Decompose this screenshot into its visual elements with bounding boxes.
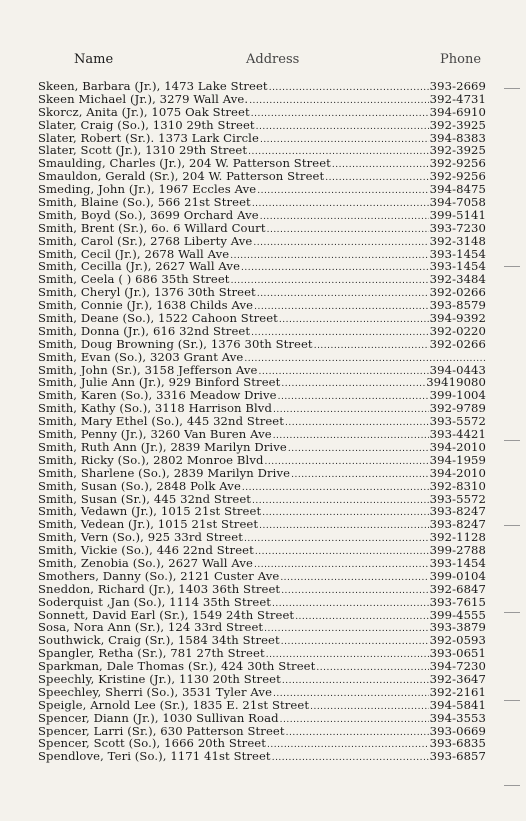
entry-name-address: Smith, Connie (Jr.), 1638 Childs Ave [38,299,254,313]
entry-phone: 394-8383 [429,131,486,145]
leader-dots [258,366,428,377]
margin-mark [504,525,520,526]
entry-phone: 399-5141 [429,208,486,222]
leader-dots [252,198,429,209]
leader-dots [262,507,428,518]
entry-name-address: Spencer, Scott (So.), 1666 20th Street [38,737,267,751]
directory-entry [38,196,486,209]
entry-name-address: Spangler, Retha (Sr.), 781 27th Street [38,647,265,661]
entry-phone: 394-9392 [429,312,486,325]
entry-phone: 392-6847 [429,582,486,596]
entry-phone: 392-1128 [429,531,486,545]
directory-entry [38,621,486,634]
leader-dots [314,340,429,351]
column-headers [0,52,526,70]
entry-phone: 399-4555 [429,608,486,622]
entry-phone: 392-4731 [429,92,486,106]
entry-phone: 394-7058 [429,196,486,209]
entry-name-address: Speechly, Kristine (Jr.), 1130 20th Street [38,672,281,686]
directory-entry [38,312,486,325]
entry-name-address: Speigle, Arnold Lee (Sr.), 1835 E. 21st Street [38,698,310,712]
entry-phone: 399-0104 [429,569,486,583]
address-column-header: Address [246,52,300,67]
directory-entry [38,325,486,338]
entry-name-address: Smith, Ricky (So.), 2802 Monroe Blvd [38,453,264,467]
entry-name-address: Smith, Susan (So.), 2848 Polk Ave [38,479,241,493]
directory-entry [38,454,486,467]
entry-name-address: Smith, Julie Ann (Jr.), 929 Binford Street [38,376,281,390]
leader-dots [272,598,429,609]
entry-name-address: Skeen, Barbara (Jr.), 1473 Lake Street [38,80,268,93]
leader-dots [231,275,429,286]
leader-dots [325,172,428,183]
directory-entry [38,737,486,750]
leader-dots [285,417,429,428]
directory-entry [38,299,486,312]
entry-name-address: Skorcz, Anita (Jr.), 1075 Oak Street [38,105,250,119]
leader-dots [260,211,429,222]
entry-phone: 394-2010 [429,440,486,454]
directory-entry [38,634,486,647]
directory-entry [38,209,486,222]
entry-name-address: Smith, Vickie (So.), 446 22nd Street [38,544,254,557]
directory-entry [38,557,486,570]
directory-entry [38,376,486,389]
entry-name-address: Smith, Cecil (Jr.), 2678 Wall Ave [38,247,230,261]
entry-name-address: Sosa, Nora Ann (Sr.), 124 33rd Street [38,621,264,635]
entry-phone: 393-7230 [429,221,486,235]
leader-dots [257,288,429,299]
leader-dots [252,495,429,506]
directory-entry [38,441,486,454]
directory-entry [38,712,486,725]
leader-dots [281,636,429,647]
entry-phone: 393-8579 [429,299,486,313]
directory-entry [38,518,486,531]
entry-phone: 394-5841 [429,698,486,712]
leader-dots [264,623,428,634]
leader-dots [257,185,428,196]
leader-dots [273,404,429,415]
leader-dots [248,146,429,157]
leader-dots [255,546,429,557]
entry-name-address: Smith, Cheryl (Jr.), 1376 30th Street [38,286,256,300]
entry-phone: 393-2669 [429,80,486,93]
entry-name-address: Smith, Carol (Sr.), 2768 Liberty Ave [38,234,253,248]
entry-name-address: Smith, Donna (Jr.), 616 32nd Street [38,324,251,338]
directory-entry [38,686,486,699]
directory-entry [38,170,486,183]
leader-dots [281,378,425,389]
directory-entry [38,725,486,738]
entry-phone: 392-3148 [429,234,486,248]
leader-dots [272,752,429,763]
entry-phone: 394-6910 [429,105,486,119]
leader-dots [244,533,429,544]
entry-name-address: Smith, Ceela ( ) 686 35th Street [38,273,230,287]
entry-name-address: Smith, Penny (Jr.), 3260 Van Buren Ave [38,428,272,441]
directory-entry [38,183,486,196]
leader-dots [254,301,429,312]
directory-entry [38,222,486,235]
directory-entry [38,286,486,299]
entry-name-address: Smith, Zenobia (So.), 2627 Wall Ave [38,556,253,570]
directory-entry [38,699,486,712]
leader-dots [280,572,428,583]
directory-entry [38,144,486,157]
directory-entry [38,389,486,402]
entry-phone: 399-2788 [429,544,486,557]
entry-phone: 393-3879 [429,621,486,635]
entry-phone: 394-7230 [429,660,486,673]
leader-dots [253,237,428,248]
entry-phone: 393-0651 [429,647,486,661]
leader-dots [242,482,429,493]
entry-name-address: Smith, Mary Ethel (So.), 445 32nd Street [38,415,285,429]
entry-phone: 393-5572 [429,492,486,506]
entry-name-address: Smeding, John (Jr.), 1967 Eccles Ave [38,183,257,197]
directory-entry [38,467,486,480]
name-column-header: Name [74,52,114,67]
directory-entry [38,609,486,622]
entry-phone: 392-0220 [429,324,486,338]
entry-phone: 393-8247 [429,505,486,519]
leader-dots [230,250,428,261]
directory-entry [38,248,486,261]
directory-entry [38,660,486,673]
directory-entry [38,531,486,544]
directory-entry [38,570,486,583]
directory-entry [38,338,486,351]
entry-phone: 394-3553 [429,711,486,725]
entry-name-address: Smith, Susan (Sr.), 445 32nd Street [38,492,252,506]
entry-name-address: Smith, Boyd (So.), 3699 Orchard Ave [38,208,259,222]
leader-dots [265,456,429,467]
entry-phone: 394-1959 [429,453,486,467]
entry-name-address: Slater, Scott (Jr.), 1310 29th Street [38,144,248,158]
directory-entry [38,544,486,557]
phone-column-header: Phone [440,52,482,67]
entry-name-address: Smith, Vern (So.), 925 33rd Street [38,531,243,545]
entry-name-address: Smith, Karen (So.), 3316 Meadow Drive [38,389,277,403]
directory-entry [38,157,486,170]
entry-phone: 393-1454 [429,247,486,261]
entry-phone: 392-9256 [429,157,486,171]
entry-phone: 392-2161 [429,685,486,699]
entry-name-address: Spencer, Larri (Sr.), 630 Patterson Street [38,724,285,738]
leader-dots [281,585,428,596]
directory-entry [38,493,486,506]
directory-entry [38,119,486,132]
directory-entry [38,415,486,428]
entry-name-address: Sonnett, David Earl (Sr.), 1549 24th Street [38,608,295,622]
entry-phone: 392-0266 [429,337,486,351]
directory-entry [38,647,486,660]
leader-dots [267,224,429,235]
entry-phone: 39419080 [426,376,486,390]
leader-dots [251,108,429,119]
entry-name-address: Slater, Craig (So.), 1310 29th Street [38,118,255,132]
directory-entry [38,260,486,273]
leader-dots [273,430,429,441]
entry-name-address: Smauldon, Gerald (Sr.), 204 W. Patterson Street [38,170,325,184]
entry-phone: 392-3925 [429,144,486,158]
directory-entry [38,480,486,493]
leader-dots [251,327,429,338]
entry-phone: 393-1454 [429,260,486,274]
entry-name-address: Smith, Sharlene (So.), 2839 Marilyn Drive [38,466,291,480]
entry-name-address: Spendlove, Teri (So.), 1171 41st Street [38,750,271,764]
entry-name-address: Smith, Ruth Ann (Jr.), 2839 Marilyn Drive [38,440,287,454]
entry-name-address: Smith, Vedean (Jr.), 1015 21st Street [38,518,259,532]
entry-phone: 394-2010 [429,466,486,480]
leader-dots [241,262,429,273]
entry-name-address: Sparkman, Dale Thomas (Sr.), 424 30th Street [38,660,316,673]
leader-dots [259,520,429,531]
leader-dots [332,159,429,170]
leader-dots [316,662,428,673]
directory-entry [38,132,486,145]
entry-phone: 392-9789 [429,402,486,416]
entry-phone: 393-1454 [429,556,486,570]
directory-entry [38,106,486,119]
margin-mark [504,266,520,267]
entry-phone: 393-6857 [429,750,486,764]
margin-mark [504,785,520,786]
entry-phone: 393-0669 [429,724,486,738]
entry-name-address: Smothers, Danny (So.), 2121 Custer Ave [38,569,280,583]
entry-name-address: Smith, Brent (Sr.), 6o. 6 Willard Court [38,221,266,235]
entry-phone: 393-4421 [429,428,486,441]
margin-mark [504,700,520,701]
entry-name-address: Smith, Evan (So.), 3203 Grant Ave [38,350,244,364]
leader-dots [279,314,429,325]
directory-entry [38,80,486,93]
entry-name-address: Smith, Doug Browning (Sr.), 1376 30th Street [38,337,313,351]
entry-phone: 394-0443 [429,363,486,377]
entry-phone: 393-7615 [429,595,486,609]
entry-name-address: Slater, Robert (Sr.). 1373 Lark Circle [38,131,259,145]
directory-entry [38,93,486,106]
entry-phone: 392-3484 [429,273,486,287]
entry-name-address: Soderquist ,Jan (So.), 1114 35th Street [38,595,272,609]
margin-mark [504,88,520,89]
leader-dots [269,82,429,93]
leader-dots [260,134,429,145]
directory-entry [38,428,486,441]
entry-phone: 399-1004 [429,389,486,403]
leader-dots [273,688,429,699]
margin-mark [504,612,520,613]
directory-entry [38,673,486,686]
entry-phone: 392-3647 [429,672,486,686]
leader-dots [256,121,429,132]
directory-entry [38,596,486,609]
entry-name-address: Smith, Kathy (So.), 3118 Harrison Blvd [38,402,272,416]
entry-name-address: Southwick, Craig (Sr.), 1584 34th Street [38,634,280,648]
entry-name-address: Smith, Deane (So.), 1522 Cahoon Street [38,312,278,325]
entry-name-address: Spencer, Diann (Jr.), 1030 Sullivan Road [38,711,279,725]
leader-dots [310,701,429,712]
directory-entry [38,402,486,415]
entry-phone: 392-0266 [429,286,486,300]
directory-entry [38,750,486,763]
directory-entry [38,351,486,364]
entry-phone: 392-0593 [429,634,486,648]
leader-dots [282,675,429,686]
leader-dots [249,95,428,106]
leader-dots [291,469,429,480]
directory-entry [38,273,486,286]
directory-entry [38,235,486,248]
entry-phone: 392-8310 [429,479,486,493]
entry-phone: 393-5572 [429,415,486,429]
entry-name-address: Smith, Blaine (So.), 566 21st Street [38,196,251,209]
entry-name-address: Smaulding, Charles (Jr.), 204 W. Patterson Street [38,157,331,171]
leader-dots [254,559,429,570]
leader-dots [288,443,429,454]
directory-entry [38,583,486,596]
entry-name-address: Smith, John (Sr.), 3158 Jefferson Ave [38,363,258,377]
directory-entry [38,505,486,518]
leader-dots [280,714,429,725]
entry-phone: 393-6835 [429,737,486,751]
entry-name-address: Smith, Vedawn (Jr.), 1015 21st Street [38,505,262,519]
leader-dots [244,353,485,364]
entry-phone: 393-8247 [429,518,486,532]
entry-name-address: Sneddon, Richard (Jr.), 1403 36th Street [38,582,281,596]
directory-list [38,80,486,763]
leader-dots [266,649,429,660]
entry-phone: 392-3925 [429,118,486,132]
entry-name-address: Speechley, Sherri (So.), 3531 Tyler Ave [38,685,273,699]
directory-entry [38,364,486,377]
leader-dots [286,727,429,738]
leader-dots [278,391,429,402]
entry-name-address: Skeen Michael (Jr.), 3279 Wall Ave. [38,92,249,106]
entry-phone: 392-9256 [429,170,486,184]
entry-name-address: Smith, Cecilla (Jr.), 2627 Wall Ave [38,260,241,274]
entry-phone: 394-8475 [429,183,486,197]
margin-mark [504,440,520,441]
leader-dots [295,611,428,622]
leader-dots [267,739,429,750]
